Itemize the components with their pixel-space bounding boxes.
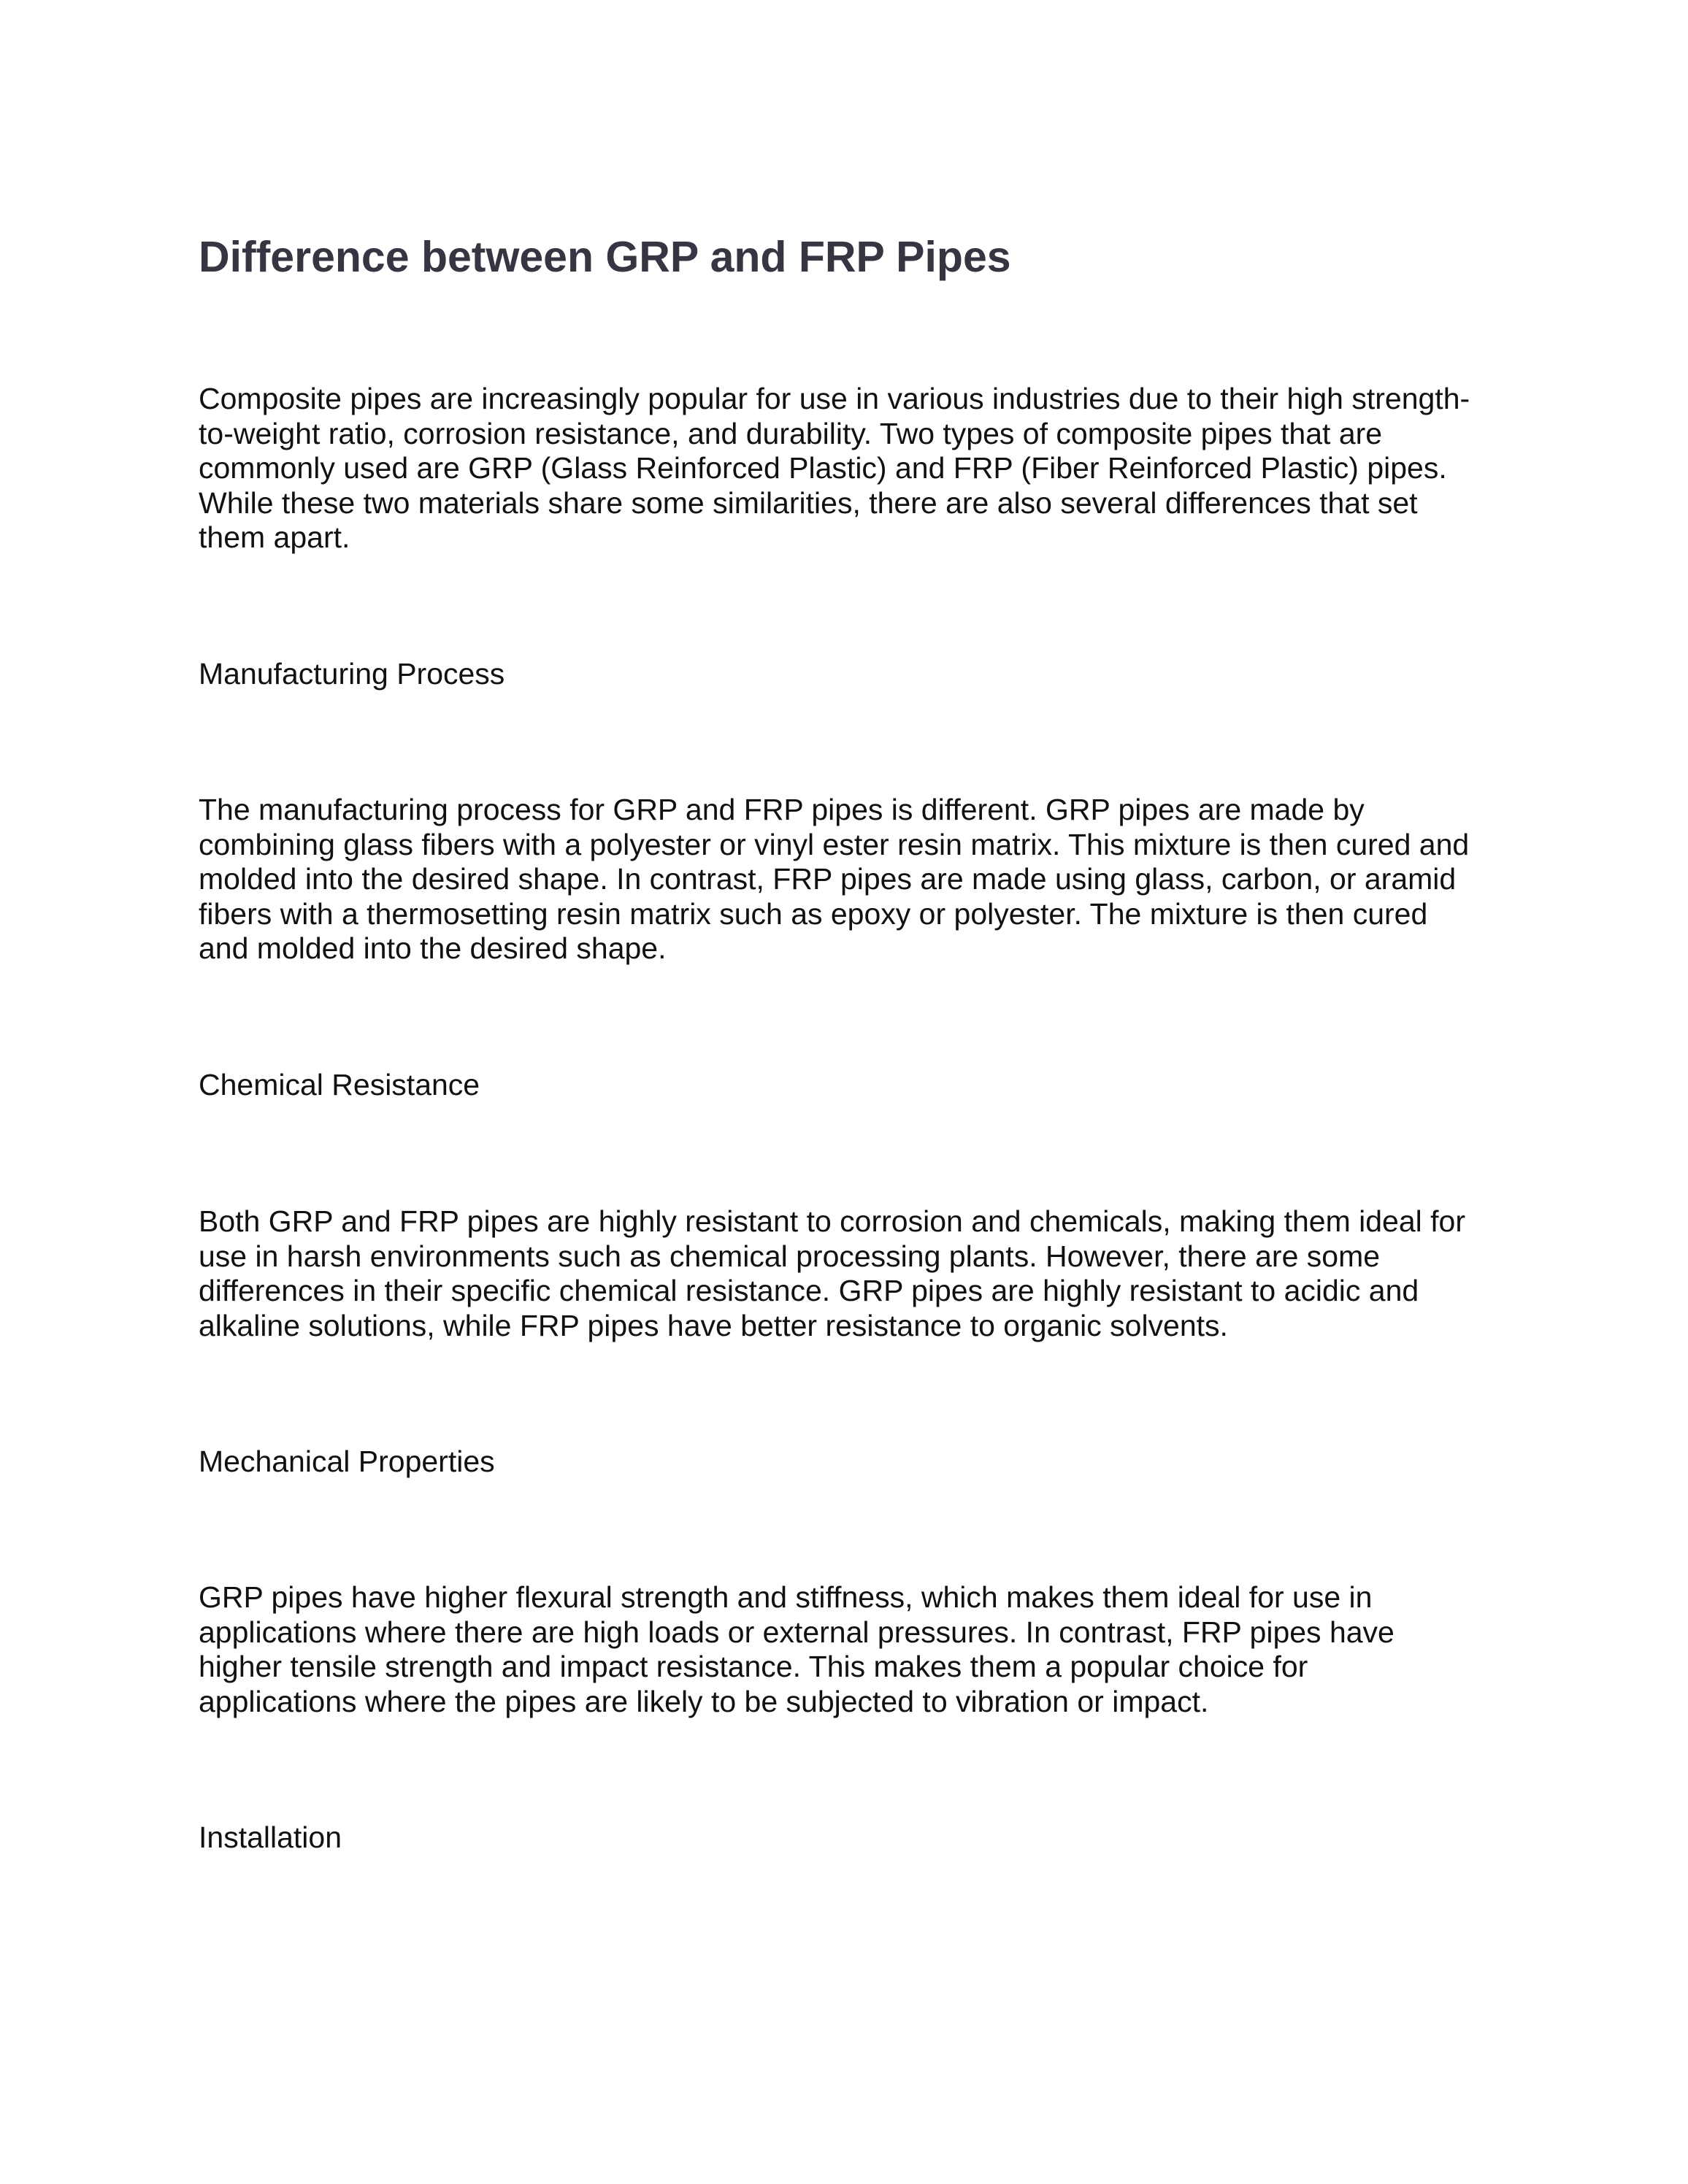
section-heading-chemical: Chemical Resistance	[199, 1068, 480, 1101]
section-heading-installation: Installation	[199, 1820, 342, 1854]
section-body-chemical: Both GRP and FRP pipes are highly resistant to corrosion and chemicals, making them ideal for use in harsh environments such as chemical processing plants. However, there are some differences in their specific chemical resistance. GRP pipes are highly resistant to acidic and alkaline solutions, while FRP pipes have better resistance to organic solvents.	[199, 1204, 1466, 1342]
section-heading-mechanical: Mechanical Properties	[199, 1445, 495, 1478]
section-body-manufacturing: The manufacturing process for GRP and FRP pipes is different. GRP pipes are made by combining glass fibers with a polyester or vinyl ester resin matrix. This mixture is then cured and molded into the desired shape. In contrast, FRP pipes are made using glass, carbon, or aramid fibers with a thermosetting resin matrix such as epoxy or polyester. The mixture is then cured and molded into the desired shape.	[199, 793, 1470, 965]
intro-paragraph: Composite pipes are increasingly popular for use in various industries due to their high strength- to-weight ratio, corrosion resistance, and durability. Two types of composite pipes that are commonly used are GRP (Glass Reinforced Plastic) and FRP (Fiber Reinforced Plastic) pipes. While these two materials share some similarities, there are also several differences that set them apart.	[199, 382, 1470, 554]
section-body-mechanical: GRP pipes have higher flexural strength and stiffness, which makes them ideal for use in applications where there are high loads or external pressures. In contrast, FRP pipes have higher tensile strength and impact resistance. This makes them a popular choice for applications where the pipes are likely to be subjected to vibration or impact.	[199, 1580, 1394, 1718]
section-heading-manufacturing: Manufacturing Process	[199, 657, 505, 691]
document-title: Difference between GRP and FRP Pipes	[199, 233, 1011, 281]
